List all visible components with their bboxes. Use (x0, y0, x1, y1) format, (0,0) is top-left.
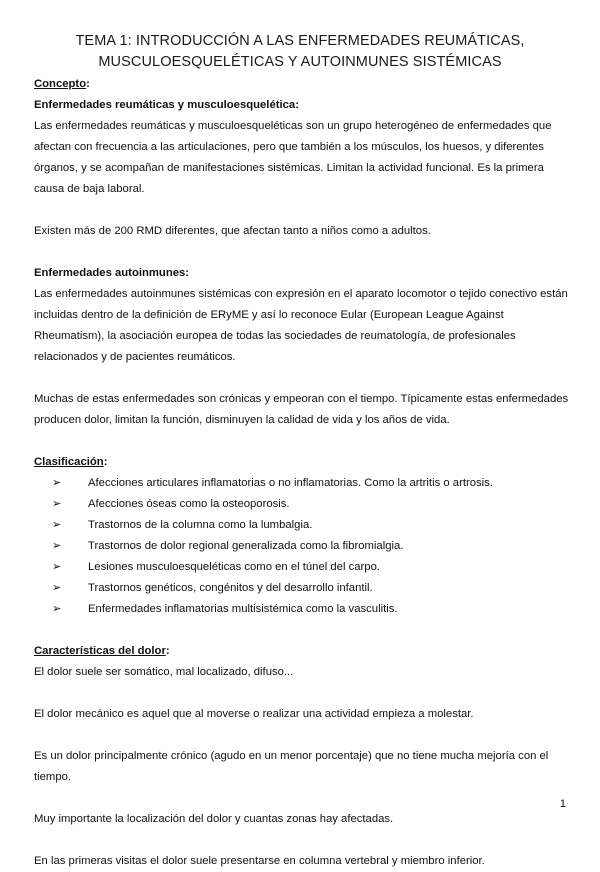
list-item: ➢ Lesiones musculoesqueléticas como en el túnel del carpo. (52, 557, 574, 578)
paragraph-autoinmunes: Las enfermedades autoinmunes sistémicas con expresión en el aparato locomotor o tejido conectivo están incluidas dentro de la definición de ERyME y así lo reconoce Eular (European League Against Rheumatism), la asociación europea de todas las sociedades de reumatología, de profesionales relacionados y de pacientes reumáticos. (34, 288, 568, 363)
document-body (34, 74, 574, 872)
arrow-bullet-icon: ➢ (52, 477, 62, 489)
paragraph-localizacion: Muy importante la localización del dolor y cuantas zonas hay afectadas. (34, 813, 394, 825)
clasificacion-list (34, 473, 574, 620)
page-number: 1 (559, 798, 566, 810)
arrow-bullet-icon: ➢ (52, 498, 62, 510)
document-title-line-1: TEMA 1: INTRODUCCIÓN A LAS ENFERMEDADES REUMÁTICAS, (75, 33, 525, 49)
list-item: ➢ Trastornos genéticos, congénitos y del desarrollo infantil. (52, 578, 574, 599)
arrow-bullet-icon: ➢ (52, 603, 62, 615)
list-item: ➢ Trastornos de la columna como la lumbalgia. (52, 515, 574, 536)
list-item: ➢ Afecciones óseas como la osteoporosis. (52, 494, 574, 515)
paragraph-dolor-cronico: Es un dolor principalmente crónico (agudo en un menor porcentaje) que no tiene mucha mejoría con el tiempo. (34, 750, 549, 783)
paragraph-reumaticas: Las enfermedades reumáticas y musculoesqueléticas son un grupo heterogéneo de enfermedades que afectan con frecuencia a las articulaciones, pero que también a los músculos, los huesos, y diferentes órganos, y se acompañan de manifestaciones sistémicas. Limitan la actividad funcional. Es la primera causa de baja laboral. (34, 120, 552, 195)
document-title-line-2: MUSCULOESQUELÉTICAS Y AUTOINMUNES SISTÉMICAS (98, 54, 502, 70)
section-heading-dolor: Características del dolor: (34, 645, 170, 657)
arrow-bullet-icon: ➢ (52, 540, 62, 552)
section-heading-concepto: Concepto: (34, 78, 90, 90)
arrow-bullet-icon: ➢ (52, 561, 62, 573)
paragraph-primeras-visitas: En las primeras visitas el dolor suele presentarse en columna vertebral y miembro inferior. (34, 855, 485, 867)
list-item: ➢ Afecciones articulares inflamatorias o no inflamatorias. Como la artritis o artrosis. (52, 473, 574, 494)
paragraph-rmd-count: Existen más de 200 RMD diferentes, que afectan tanto a niños como a adultos. (34, 225, 431, 237)
paragraph-cronicas: Muchas de estas enfermedades son crónicas y empeoran con el tiempo. Típicamente estas enfermedades producen dolor, limitan la función, disminuyen la calidad de vida y los años de vida. (34, 393, 569, 426)
paragraph-dolor-somatico: El dolor suele ser somático, mal localizado, difuso... (34, 666, 294, 678)
subheading-autoinmunes: Enfermedades autoinmunes: (34, 267, 190, 279)
subheading-reumaticas: Enfermedades reumáticas y musculoesquelética: (34, 99, 299, 111)
list-item: ➢ Enfermedades inflamatorias multisistémica como la vasculitis. (52, 599, 574, 620)
arrow-bullet-icon: ➢ (52, 582, 62, 594)
arrow-bullet-icon: ➢ (52, 519, 62, 531)
paragraph-dolor-mecanico: El dolor mecánico es aquel que al moverse o realizar una actividad empieza a molestar. (34, 708, 474, 720)
list-item: ➢ Trastornos de dolor regional generalizada como la fibromialgia. (52, 536, 574, 557)
section-heading-clasificacion: Clasificación: (34, 456, 108, 468)
